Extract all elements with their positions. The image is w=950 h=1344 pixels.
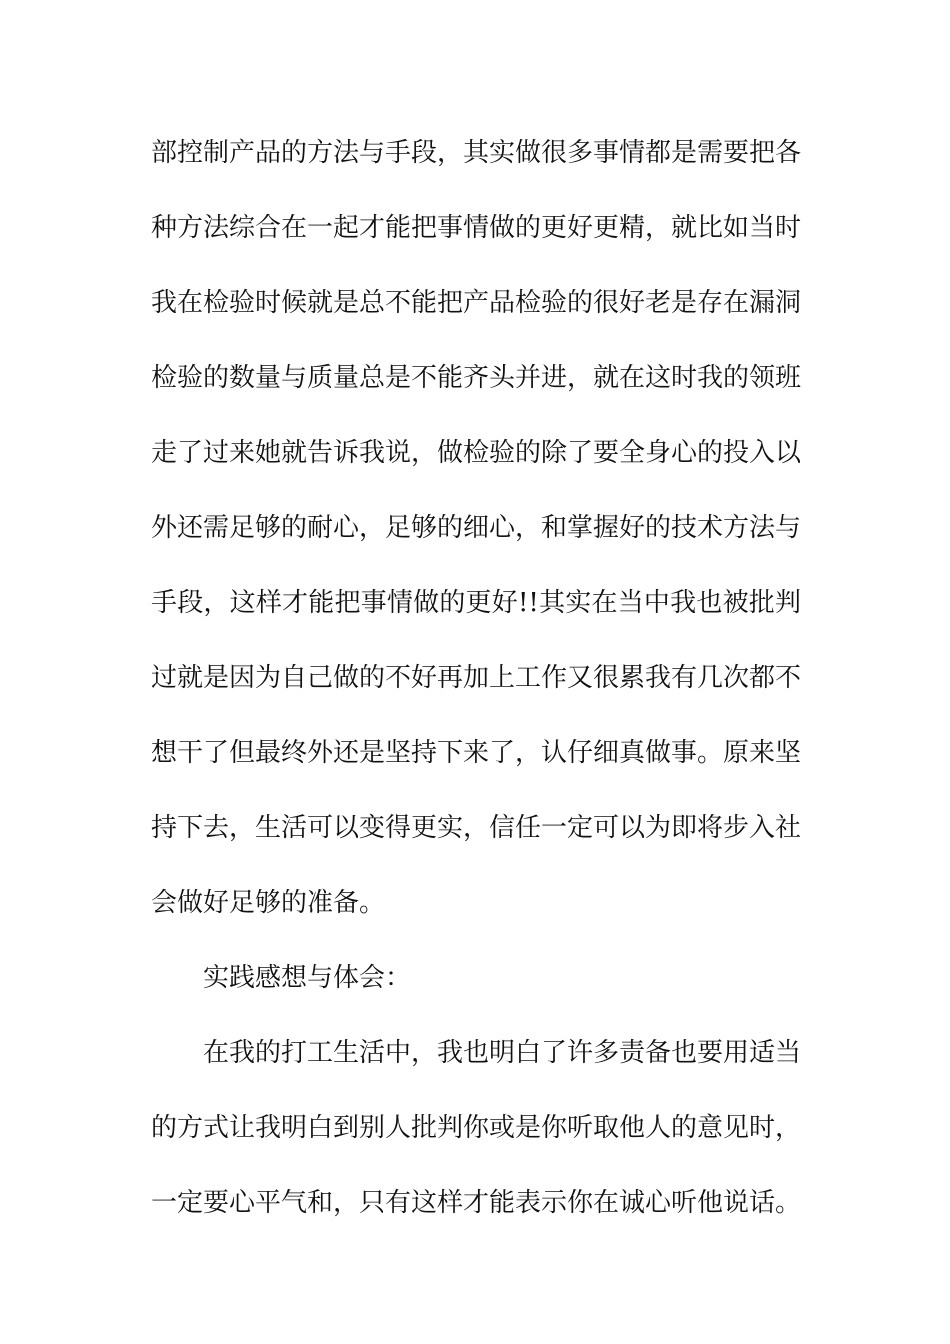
text-line: 部控制产品的方法与手段，其实做很多事情都是需要把各 xyxy=(151,138,802,168)
text-line: 我在检验时候就是总不能把产品检验的很好老是存在漏洞 xyxy=(151,288,802,318)
section-heading: 实践感想与体会： xyxy=(203,963,412,993)
text-line: 检验的数量与质量总是不能齐头并进，就在这时我的领班 xyxy=(151,363,802,393)
text-line: 一定要心平气和，只有这样才能表示你在诚心听他说话。 xyxy=(151,1188,802,1218)
text-line: 持下去，生活可以变得更实，信任一定可以为即将步入社 xyxy=(151,813,802,843)
text-line: 想干了但最终外还是坚持下来了，认仔细真做事。原来坚 xyxy=(151,738,802,768)
text-line-paragraph-start: 在我的打工生活中，我也明白了许多责备也要用适当 xyxy=(203,1038,802,1068)
body-text xyxy=(151,128,801,1253)
text-line: 的方式让我明白到别人批判你或是你听取他人的意见时， xyxy=(151,1113,802,1143)
text-line: 外还需足够的耐心，足够的细心，和掌握好的技术方法与 xyxy=(151,513,802,543)
text-line-paragraph-end: 会做好足够的准备。 xyxy=(151,888,386,918)
text-line: 走了过来她就告诉我说，做检验的除了要全身心的投入以 xyxy=(151,438,802,468)
text-line: 手段，这样才能把事情做的更好!!其实在当中我也被批判 xyxy=(151,588,801,618)
text-line: 种方法综合在一起才能把事情做的更好更精，就比如当时 xyxy=(151,213,802,243)
text-line: 过就是因为自己做的不好再加上工作又很累我有几次都不 xyxy=(151,663,802,693)
